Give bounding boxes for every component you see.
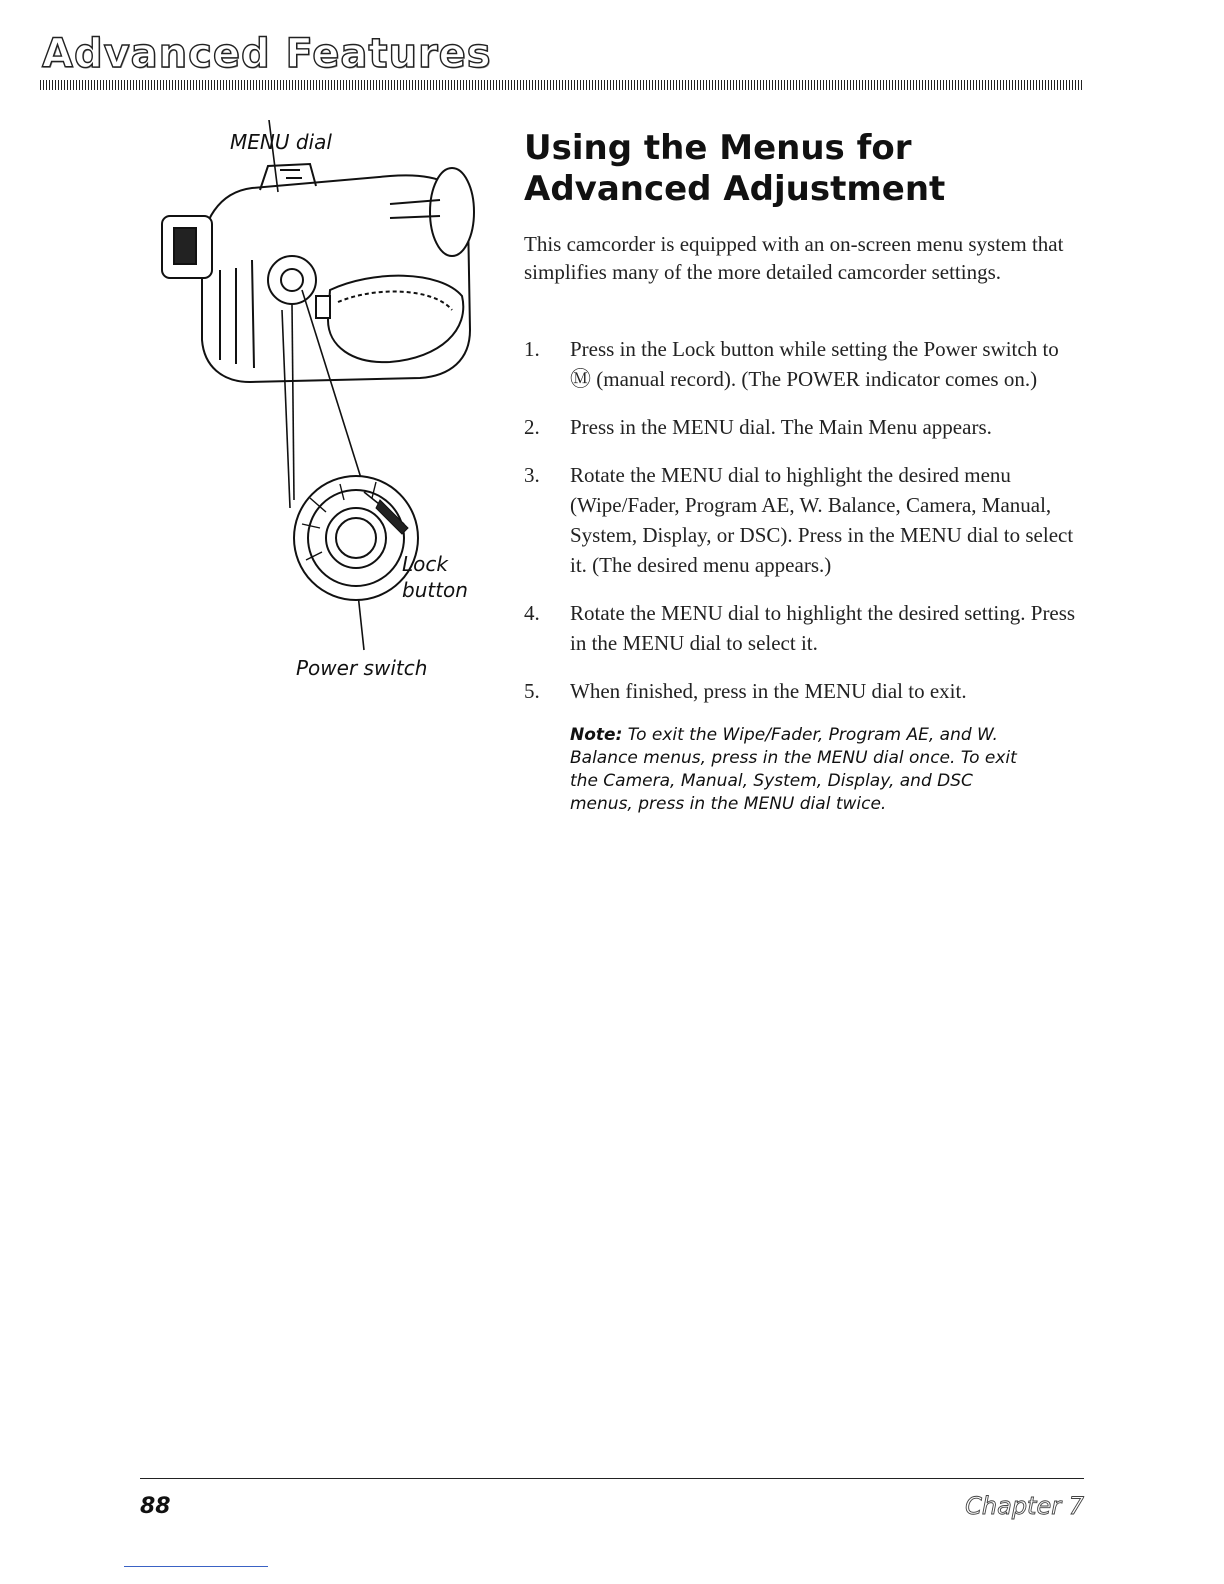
- step-text: Press in the MENU dial. The Main Menu appears.: [570, 415, 992, 439]
- note-text: To exit the Wipe/Fader, Program AE, and W. Balance menus, press in the MENU dial once. To exit the Camera, Manual, System, Display, and DSC menus, press in the MENU dial twice.: [570, 725, 1017, 814]
- power-switch-label: Power switch: [296, 656, 428, 680]
- step-text: Press in the Lock button while setting the Power switch to Ⓜ (manual record). (The POWER indicator comes on.): [570, 337, 1059, 391]
- step-number: 5.: [524, 679, 540, 703]
- intro-paragraph: This camcorder is equipped with an on-screen menu system that simplifies many of the more detailed camcorder settings.: [524, 232, 1064, 284]
- footer-rule: [140, 1478, 1084, 1479]
- note-block: [570, 724, 1040, 816]
- lock-button-label-line1: Lock: [402, 552, 448, 576]
- step-number: 2.: [524, 415, 540, 439]
- camcorder-figure: [140, 120, 500, 700]
- steps-list: [524, 334, 1084, 706]
- main-content: [524, 128, 1084, 816]
- step-number: 4.: [524, 601, 540, 625]
- step-item: [524, 460, 1084, 580]
- note-label: Note:: [570, 725, 623, 745]
- step-text: Rotate the MENU dial to highlight the desired menu (Wipe/Fader, Program AE, W. Balance, Camera, Manual, System, Display, or DSC). Press in the MENU dial to select it. (The desired menu appears.): [570, 463, 1074, 577]
- page-title: [524, 128, 1084, 210]
- chapter-label: Chapter 7: [965, 1492, 1084, 1520]
- section-header-title: Advanced Features: [42, 31, 492, 77]
- bottom-edge-line: [124, 1566, 268, 1567]
- page-title-line2: Advanced Adjustment: [524, 169, 946, 209]
- menu-dial-label: MENU dial: [230, 130, 332, 154]
- step-text: Rotate the MENU dial to highlight the desired setting. Press in the MENU dial to select it.: [570, 601, 1076, 655]
- step-number: 3.: [524, 463, 540, 487]
- lock-button-label-line2: button: [402, 578, 468, 602]
- step-text: When finished, press in the MENU dial to exit.: [570, 679, 967, 703]
- step-item: [524, 598, 1084, 658]
- step-item: [524, 334, 1084, 394]
- step-item: [524, 676, 1084, 706]
- header-rule: [40, 80, 1084, 90]
- step-item: [524, 412, 1084, 442]
- page-title-line1: Using the Menus for: [524, 128, 912, 168]
- page-number: 88: [140, 1494, 171, 1519]
- camcorder-illustration: [140, 120, 500, 700]
- step-number: 1.: [524, 337, 540, 361]
